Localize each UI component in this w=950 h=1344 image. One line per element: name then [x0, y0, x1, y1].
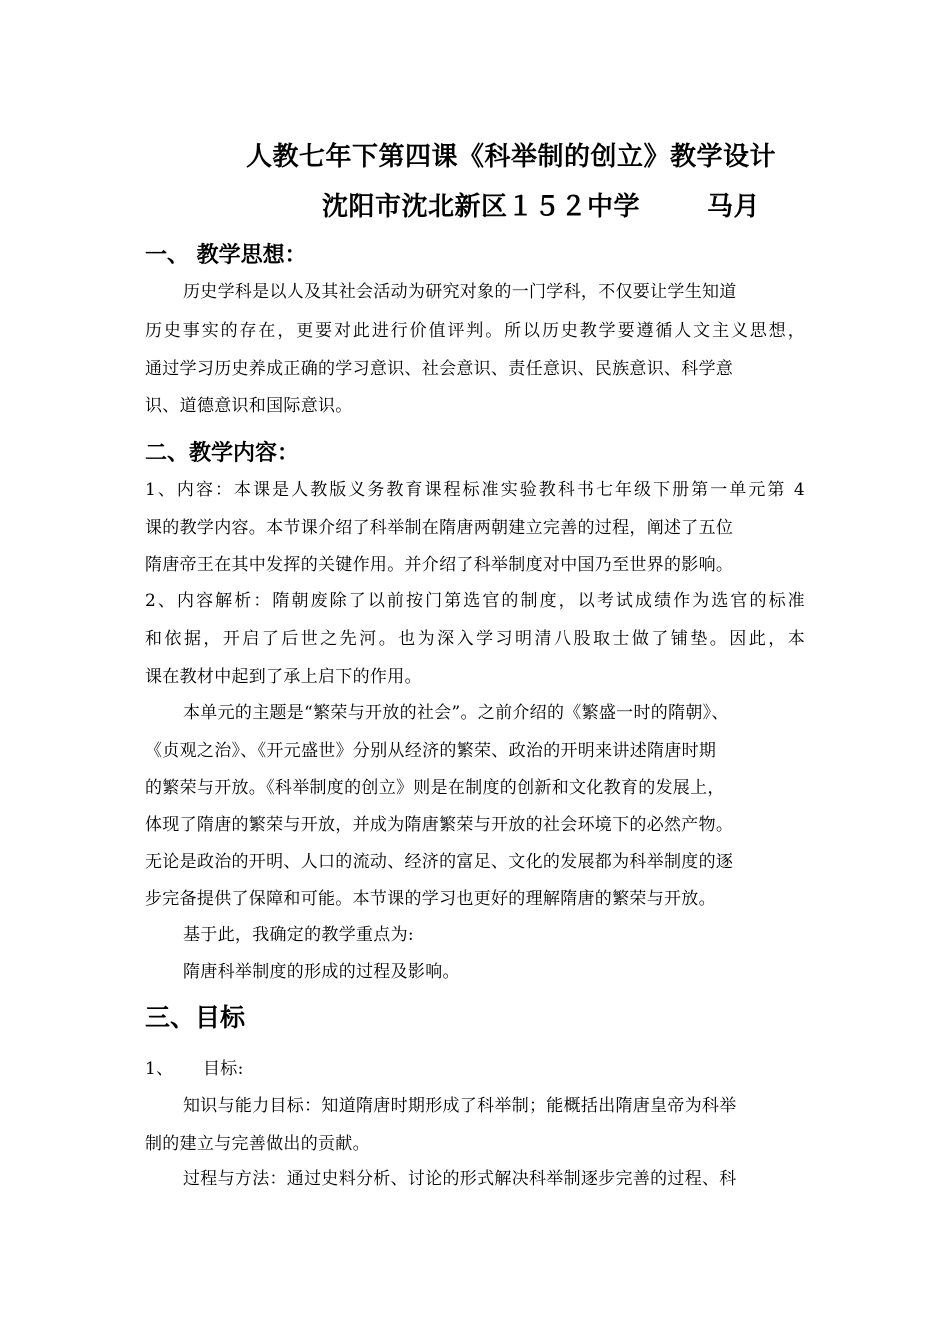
- paragraph-line: 基于此，我确定的教学重点为:: [183, 925, 414, 945]
- paragraph-line: 无论是政治的开明、人口的流动、经济的富足、文化的发展都为科举制度的逐: [145, 852, 734, 872]
- school-name: 沈阳市沈北新区１５２中学: [322, 192, 641, 222]
- teaching-focus: 隋唐科举制度的形成的过程及影响。: [183, 962, 460, 982]
- paragraph-line: 本单元的主题是“繁荣与开放的社会”。之前介绍的《繁盛一时的隋朝》、: [183, 703, 729, 723]
- section-heading-objectives: 三、目标: [145, 1003, 246, 1032]
- list-item-number: 1、: [145, 1059, 174, 1079]
- section-heading-teaching-content: 二、教学内容：: [145, 441, 300, 466]
- paragraph-line: 步完备提供了保障和可能。本节课的学习也更好的理解隋唐的繁荣与开放。: [145, 889, 716, 909]
- paragraph-line: 和依据，开启了后世之先河。也为深入学习明清八股取士做了铺垫。因此，本: [145, 629, 805, 649]
- paragraph-line: 课在教材中起到了承上启下的作用。: [145, 667, 422, 687]
- paragraph-line: 历史事实的存在，更要对此进行价值评判。所以历史教学要遵循人文主义思想，: [145, 321, 805, 341]
- list-item-label: 目标:: [203, 1059, 244, 1079]
- paragraph-line: 隋唐帝王在其中发挥的关键作用。并介绍了科举制度对中国乃至世界的影响。: [145, 555, 734, 575]
- paragraph-line: 历史学科是以人及其社会活动为研究对象的一门学科，不仅要让学生知道: [183, 282, 737, 302]
- paragraph-line: 1、内容：本课是人教版义务教育课程标准实验教科书七年级下册第一单元第 4: [145, 480, 805, 500]
- author-name: 马月: [707, 192, 761, 222]
- paragraph-line: 的繁荣与开放。《科举制度的创立》则是在制度的创新和文化教育的发展上，: [145, 778, 725, 798]
- section-heading-teaching-idea: 一、 教学思想：: [145, 243, 307, 268]
- paragraph-line: 通过学习历史养成正确的学习意识、社会意识、责任意识、民族意识、科学意: [145, 359, 734, 379]
- paragraph-line: 制的建立与完善做出的贡献。: [145, 1134, 370, 1154]
- paragraph-line: 体现了隋唐的繁荣与开放，并成为隋唐繁荣与开放的社会环境下的必然产物。: [145, 815, 734, 835]
- paragraph-line: 2、内容解析：隋朝废除了以前按门第选官的制度，以考试成绩作为选官的标准: [145, 591, 805, 611]
- document-title: 人教七年下第四课《科举制的创立》教学设计: [246, 142, 777, 172]
- paragraph-line: 《贞观之治》、《开元盛世》分别从经济的繁荣、政治的开明来讲述隋唐时期: [145, 741, 717, 761]
- paragraph-line: 知识与能力目标：知道隋唐时期形成了科举制；能概括出隋唐皇帝为科举: [183, 1096, 737, 1116]
- paragraph-line: 识、道德意识和国际意识。: [145, 396, 353, 416]
- paragraph-line: 课的教学内容。本节课介绍了科举制在隋唐两朝建立完善的过程，阐述了五位: [145, 518, 734, 538]
- paragraph-line: 过程与方法：通过史料分析、讨论的形式解决科举制逐步完善的过程、科: [183, 1169, 737, 1189]
